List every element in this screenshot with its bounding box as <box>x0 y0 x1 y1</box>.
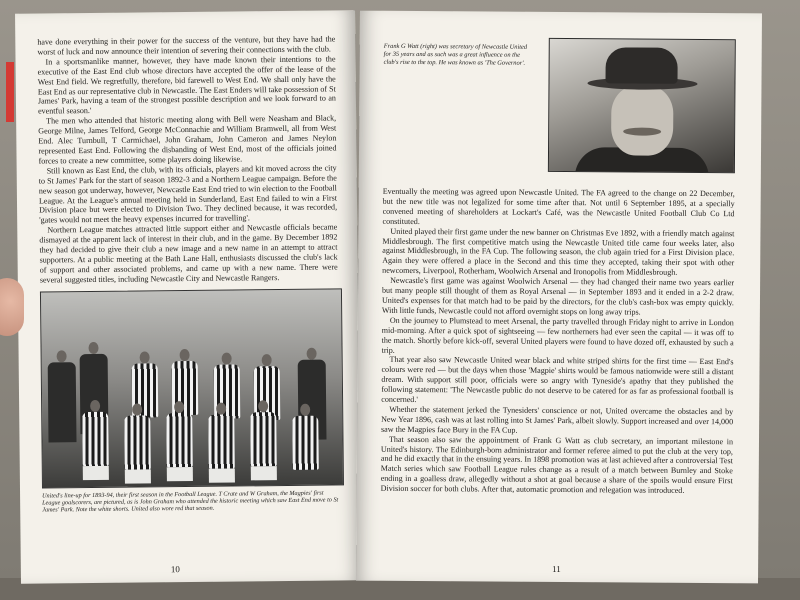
right-text-column <box>381 187 735 497</box>
right-paragraph: Whether the statement jerked the Tynesiders' conscience or not, United overcame the obstacles and by New Year 1896, cash was at last rolling into St James' Park, albeit slowly. Support increased and over 14,000 saw the Magpies face Bury in the FA Cup. <box>381 404 734 435</box>
portrait-moustache <box>623 127 661 135</box>
right-paragraph: On the journey to Plumstead to meet Arsenal, the party travelled through Friday night to arrive in London mid-morning. After a quick spot of sightseeing — few northerners had ever seen the capital — it was off to the match. Shortly before kick-off, several United players were found to have dozed off, exhausted by such a trip. <box>381 315 734 355</box>
player-shorts <box>125 469 151 483</box>
player-head <box>307 347 317 359</box>
right-paragraph: That year also saw Newcastle United wear black and white striped shirts for the first time — East End's colours were red — but the days when those 'Magpie' shirts would be famous nationwide were still a distant dream. With support still poor, officials were so angry with Tyneside's apathy that they published the following statement: 'The Newcastle public do not deserve to be catered for as far as professional football is concerned.' <box>381 355 734 405</box>
player-head <box>180 349 190 361</box>
player-shorts <box>251 466 277 480</box>
page-number: 10 <box>170 564 180 575</box>
portrait-hat-crown <box>605 47 677 84</box>
player-figure <box>124 415 151 469</box>
page-number: 11 <box>552 563 561 575</box>
left-paragraph: In a sportsmanlike manner, however, they have made known their intentions to the executive of the East End club whose directors have accepted the offer of the lease of the West End field. We regretfully, therefore, bid farewell to West End. We shall only have the East End as our representative club in Newcastle. The East Enders will take possession of St James' Park, having a team of the strongest possible description and we look forward to an eventful season.' <box>37 54 336 116</box>
left-paragraph: Northern League matches attracted little support either and Newcastle officials became dismayed at the apparent lack of interest in their club, and in the game. By December 1892 they had decided to give their club a new image and a new name in an attempt to attract supporters. At a public meeting at the Bath Lane Hall, enthusiasts discussed the club's lack of support and other associated problems, and came up with a new name. There were several suggested titles, including Newcastle City and Newcastle Rangers. <box>39 222 338 285</box>
right-paragraph: United played their first game under the new banner on Christmas Eve 1892, with a friendly match against Middlesbrough. The first competitive match using the Newcastle United title came four weeks later, also against Middlesbrough, in the FA Cup. The following season, the club again tried for a First Division place. Again they were offered a place in the Second and this time they accepted, taking their spot with other newcomers, Liverpool, Rotherham, Woolwich Arsenal and Ironopolis from Middlesbrough. <box>382 226 735 278</box>
right-paragraph: That season also saw the appointment of Frank G Watt as club secretary, an important milestone in United's history. The Edinburgh-born administrator and former referee aimed to put the club at the very top, and he did exactly that in the ensuing years. In 1898 promotion was at last achieved after a controversial Test Match series which saw Football League rules change as a result of a match between Burnley and Stoke ending in a goalless draw, allegedly without a shot at goal because a share of the spoils would ensure First Division soccer for both clubs. After that, automatic promotion and relegation was introduced. <box>380 434 734 496</box>
left-page <box>15 10 361 584</box>
player-figure <box>250 412 277 466</box>
team-photo <box>40 288 344 488</box>
portrait-face <box>611 85 673 155</box>
thumb <box>0 278 24 336</box>
player-head <box>140 351 150 363</box>
player-head <box>88 342 98 354</box>
official-figure <box>48 362 77 442</box>
player-shorts <box>167 467 193 481</box>
player-head <box>300 403 310 415</box>
player-head <box>90 400 100 412</box>
right-paragraph: Eventually the meeting was agreed upon Newcastle United. The FA agreed to the change on 22 December, but the new title was not legalized for some time after that. Not until 6 September 1895, at a specially convened meeting of shareholders at Lockart's Café, was the Newcastle United Football Club Co Ltd constituted. <box>382 186 735 226</box>
player-figure <box>82 411 109 465</box>
portrait-photo <box>548 38 736 173</box>
player-head <box>258 400 268 412</box>
right-paragraph: Newcastle's first game was against Woolwich Arsenal — they had changed their name two years earlier but many people still thought of them as Royal Arsenal — in September 1893 and it ended in a 2-2 draw. United's expenses for that match had to be paid by the directors, for the club's cash-box was empty quickly. With little funds, Newcastle could not afford overnight stops on long away trips. <box>381 275 735 317</box>
left-paragraph: Still known as East End, the club, with its officials, players and kit moved across the city to St James' Park for the start of season 1892-3 and a Northern League campaign. Before the new season got underway, however, Newcastle East End tried to win election to the Football League. At the League's annual meeting held in Sunderland, East End failed to win a First Division place but were elected to Division Two. They declined because, it was recorded, 'gates would not meet the heavy expenses incurred for travelling'. <box>38 163 338 225</box>
left-paragraph: The men who attended that historic meeting along with Bell were Neasham and Black, George Milne, James Telford, George McConnachie and William Bramwell, all from West End. Alec Turnbull, T Carmichael, John Graham, John Cameron and James Neylon represented East End. Following the disbanding of West End, most of the officials joined forces to create a new committee, some players doing likewise. <box>38 113 337 166</box>
player-head <box>262 354 272 366</box>
player-figure <box>292 415 319 469</box>
portrait-caption: Frank G Watt (right) was secretary of Newcastle United for 35 years and as such was a great influence on the club's rise to the top. He was known as 'The Governor'. <box>383 43 528 67</box>
left-paragraph: have done everything in their power for the success of the venture, but they have had the worst of luck and now announce their intention of severing their connections with the club. <box>37 34 336 57</box>
player-head <box>216 402 226 414</box>
player-figure <box>208 414 235 468</box>
player-head <box>57 350 67 362</box>
player-head <box>132 403 142 415</box>
player-head <box>174 401 184 413</box>
player-head <box>222 352 232 364</box>
team-photo-caption: United's line-up for 1893-94, their first season in the Football League. T Crate and W Graham, the Magpies' first League goalscorers, are pictured, as is John Graham who attended the historic meeting which saw East End move to St James' Park. Note the white shorts. United also wore red that season. <box>42 489 339 515</box>
player-shorts <box>83 465 109 479</box>
player-shorts <box>209 468 235 482</box>
red-bookmark-tab <box>6 62 14 122</box>
right-page <box>356 11 762 584</box>
player-figure <box>166 413 193 467</box>
portrait-block <box>383 37 736 175</box>
